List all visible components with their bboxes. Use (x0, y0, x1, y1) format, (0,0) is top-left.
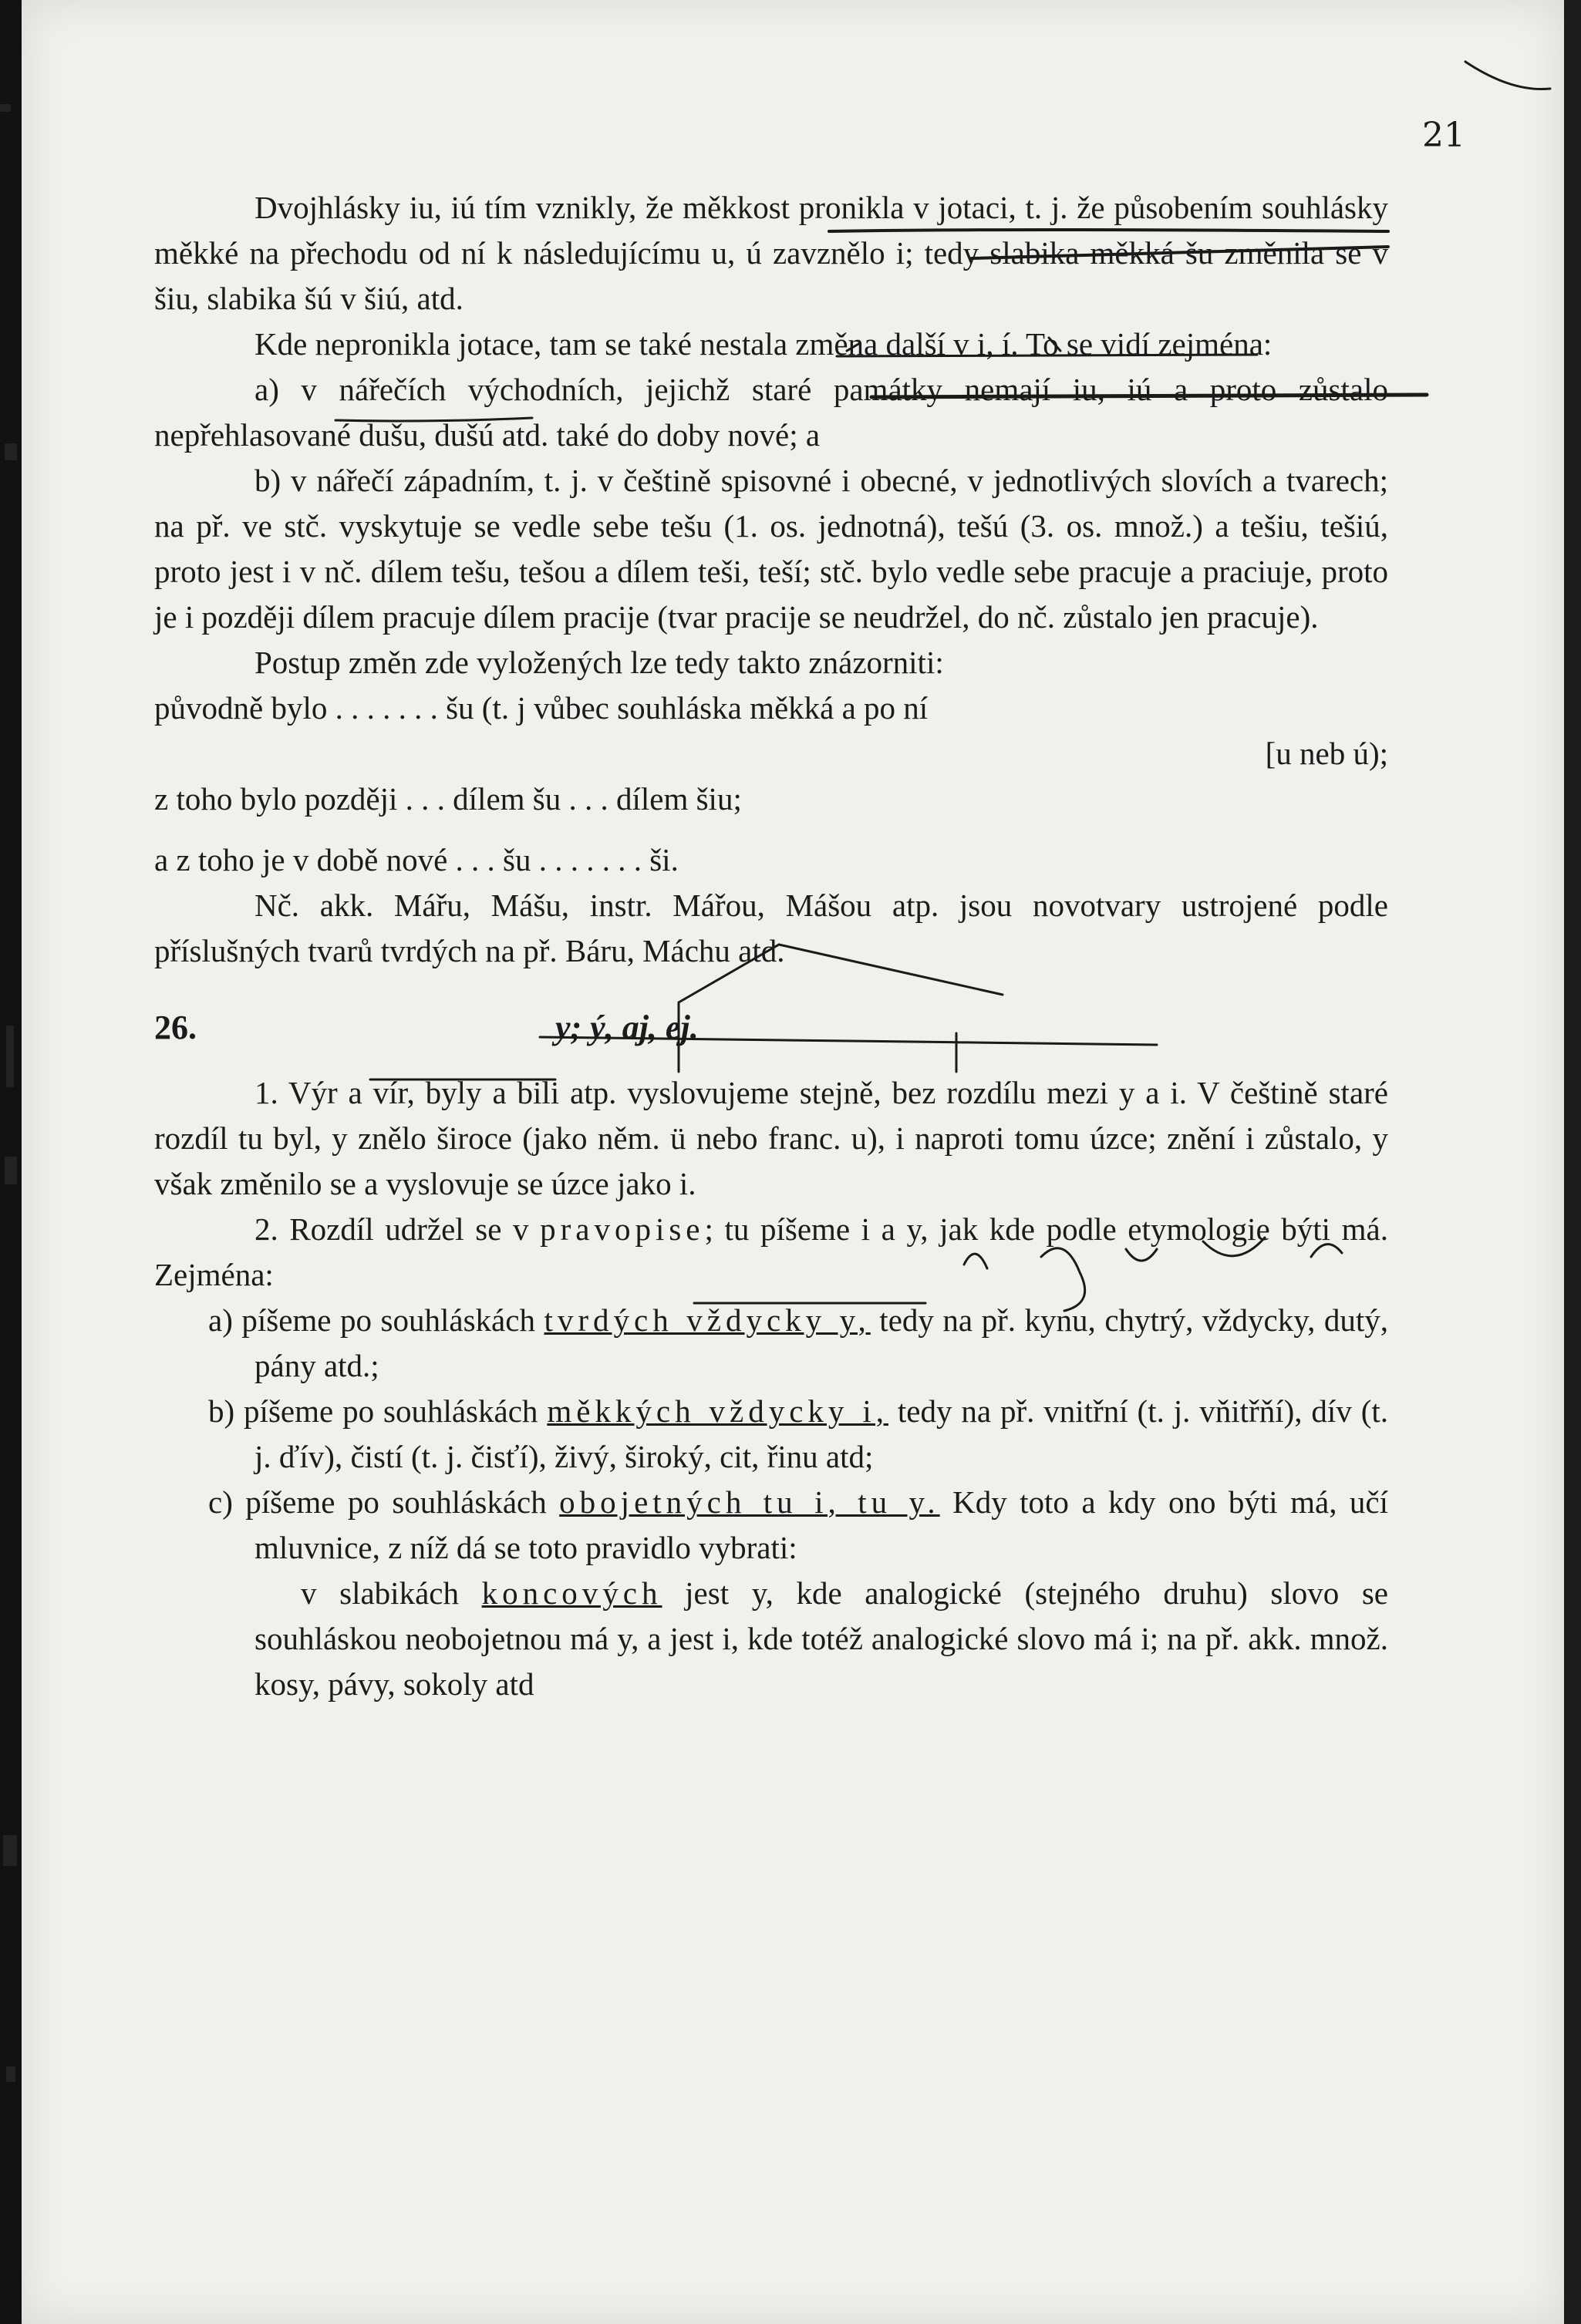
list-item-1: 1. Výr a vír, byly a bili atp. vyslovujeme stejně, bez rozdílu mezi y a i. V češtině staré rozdíl tu byl, y znělo široce (jako něm. ü nebo franc. u), i naproti tomu úzce; znění i zůstalo, y však změnilo se a vyslovuje se úzce jako i. (154, 1075, 1388, 1201)
change-schema (154, 685, 1388, 883)
section-title: y; ý, aj, ej. (555, 1009, 699, 1046)
schema-row-later: z toho bylo později . . . dílem šu . . . dílem šiu; (154, 781, 742, 817)
spaced-term: pravopise (540, 1211, 705, 1247)
paragraph-jotation: Kde nepronikla jotace, tam se také nestala změna další v i, í. To se vidí zejména: (255, 326, 1273, 362)
paragraph-new-forms: Nč. akk. Mářu, Mášu, instr. Mářou, Mášou atp. jsou novotvary ustrojené podle příslušných tvarů tvrdých na př. Báru, Máchu atd. (154, 887, 1388, 968)
schema-row-modern: a z toho je v době nové . . . šu . . . . . . . ši. (154, 842, 679, 877)
paragraph-schema-intro: Postup změn zde vyložených lze tedy takto znázorniti: (255, 645, 944, 680)
schema-row-continuation: [u neb ú); (1265, 736, 1388, 771)
rule-emphasis-a: tvrdých vždycky y, (544, 1302, 871, 1338)
section-heading (154, 1005, 1388, 1050)
edge-mark (0, 104, 11, 112)
edge-mark (6, 1026, 14, 1087)
schema-row-original: původně bylo . . . . . . . šu (t. j vůbec souhláska měkká a po ní (154, 690, 929, 726)
edge-mark (5, 443, 17, 460)
edge-mark (5, 1157, 17, 1184)
edge-mark (6, 2066, 15, 2082)
rule-emphasis-b: měkkých vždycky i, (547, 1393, 888, 1429)
paragraph-diphthongs: Dvojhlásky iu, iú tím vznikly, že měkkost pronikla v jotaci, t. j. že působením souhlásky měkké na přechodu od ní k následujícímu u, ú zavznělo i; tedy slabika měkká šu změnila se v šiu, slabika šú v šiú, atd. (154, 190, 1388, 316)
edge-mark (3, 1835, 17, 1866)
rule-emphasis-c: obojetných tu i, tu y. (559, 1484, 940, 1520)
rule-item-b: b) píšeme po souhláskách měkkých vždycky i, tedy na př. vnitřní (t. j. vňitřňí), dív (t. j. ďív), čistí (t. j. čisťí), živý, široký, cit, řinu atd; (208, 1393, 1389, 1474)
section-number: 26. (154, 1009, 197, 1046)
list-item-2: 2. Rozdíl udržel se v pravopise; tu píšeme i a y, jak kde podle etymologie býti má. Zejména: (154, 1211, 1388, 1292)
final-emphasis: koncových (481, 1575, 662, 1611)
rule-item-a: a) píšeme po souhláskách tvrdých vždycky y, tedy na př. kynu, chytrý, vždycky, dutý, pány atd.; (208, 1302, 1388, 1383)
paragraph-western-dialect: b) v nářečí západním, t. j. v češtině spisovné i obecné, v jednotlivých slovích a tvarech; na př. ve stč. vyskytuje se vedle sebe tešu (1. os. jednotná), tešú (3. os. množ.) a tešiu, tešiú, proto jest i v nč. dílem tešu, tešou a dílem teši, teší; stč. bylo vedle sebe pracuje a praciuje, proto je i později dílem pracuje dílem pracije (tvar pracije se neudržel, do nč. zůstalo jen pracuje). (154, 463, 1388, 635)
paragraph-eastern-dialects: a) v nářečích východních, jejichž staré památky nemají iu, iú a proto zůstalo nepřehlasované dušu, dušú atd. také do doby nové; a (154, 372, 1388, 453)
page-body (154, 185, 1388, 1707)
page-number: 21 (1422, 116, 1465, 155)
final-rule: v slabikách koncových jest y, kde analogické (stejného druhu) slovo se souhláskou neobojetnou má y, a jest i, kde totéž analogické slovo má i; na př. akk. množ. kosy, pávy, sokoly atd (255, 1575, 1388, 1702)
rule-item-c: c) píšeme po souhláskách obojetných tu i, tu y. Kdy toto a kdy ono býti má, učí mluvnice, z níž dá se toto pravidlo vybrati: (208, 1484, 1388, 1565)
